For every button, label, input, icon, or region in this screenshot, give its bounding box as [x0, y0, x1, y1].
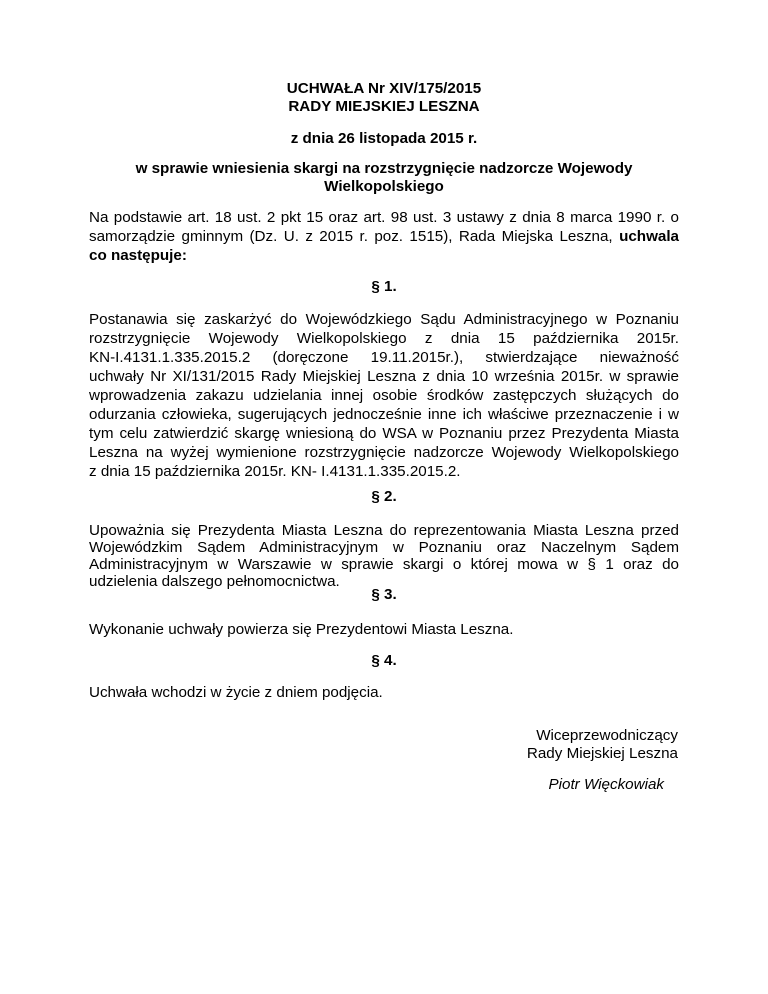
signatory-role-line-2: Rady Miejskiej Leszna — [526, 745, 678, 762]
subject-line-1: w sprawie wniesienia skargi na rozstrzygnięcie nadzorcze Wojewody — [135, 160, 633, 177]
section-2-heading: § 2. — [371, 488, 397, 505]
subject-line-2: Wielkopolskiego — [324, 178, 444, 195]
section-3-heading: § 3. — [371, 586, 397, 603]
section-1-line: Leszna na wyżej wymienione rozstrzygnięcie nadzorcze Wojewody Wielkopolskiego — [89, 444, 679, 461]
section-4-text: Uchwała wchodzi w życie z dniem podjęcia. — [89, 684, 383, 701]
preamble-line-3: co następuje: — [89, 247, 187, 264]
signatory-role-line-1: Wiceprzewodniczący — [536, 727, 678, 744]
preamble-line-1: Na podstawie art. 18 ust. 2 pkt 15 oraz art. 98 ust. 3 ustawy z dnia 8 marca 1990 r. o — [89, 209, 679, 226]
resolution-number: UCHWAŁA Nr XIV/175/2015 — [286, 80, 482, 97]
section-1-line: odurzania człowieka, sugerujących jednocześnie inne ich właściwe przeznaczenie i w — [89, 406, 679, 423]
section-1-last-line: z dnia 15 października 2015r. KN- I.4131.1.335.2015.2. — [89, 463, 461, 480]
section-1-line: uchwały Nr XI/131/2015 Rady Miejskiej Leszna z dnia 10 września 2015r. w sprawie — [89, 368, 679, 385]
section-1-line: tym celu zatwierdzić skargę wniesioną do WSA w Poznaniu przez Prezydenta Miasta — [89, 425, 679, 442]
section-3-text: Wykonanie uchwały powierza się Prezydentowi Miasta Leszna. — [89, 621, 514, 638]
section-2-line: Administracyjnym w Warszawie w sprawie skargi o której mowa w § 1 oraz do — [89, 556, 679, 573]
preamble-line-2-text: samorządzie gminnym (Dz. U. z 2015 r. poz. 1515), Rada Miejska Leszna, — [89, 228, 613, 245]
section-1-line: rozstrzygnięcie Wojewody Wielkopolskiego z dnia 15 października 2015r. — [89, 330, 679, 347]
section-2-last-line: udzielenia dalszego pełnomocnictwa. — [89, 573, 340, 590]
signatory-name: Piotr Więckowiak — [548, 776, 664, 793]
section-2-line: Upoważnia się Prezydenta Miasta Leszna do reprezentowania Miasta Leszna przed — [89, 522, 679, 539]
section-2-line: Wojewódzkim Sądem Administracyjnym w Poznaniu oraz Naczelnym Sądem — [89, 539, 679, 556]
section-1-line: wprowadzenia zakazu udzielania innej osobie środków zastępczych służących do — [89, 387, 679, 404]
section-4-heading: § 4. — [371, 652, 397, 669]
section-1-heading: § 1. — [371, 278, 397, 295]
preamble-line-2 — [89, 227, 679, 246]
resolution-date: z dnia 26 listopada 2015 r. — [290, 130, 478, 147]
preamble-uchwala: uchwala — [619, 228, 679, 245]
section-1-line: Postanawia się zaskarżyć do Wojewódzkiego Sądu Administracyjnego w Poznaniu — [89, 311, 679, 328]
section-1-line: KN-I.4131.1.335.2015.2 (doręczone 19.11.2015r.), stwierdzające nieważność — [89, 349, 679, 366]
council-name: RADY MIEJSKIEJ LESZNA — [288, 98, 480, 115]
